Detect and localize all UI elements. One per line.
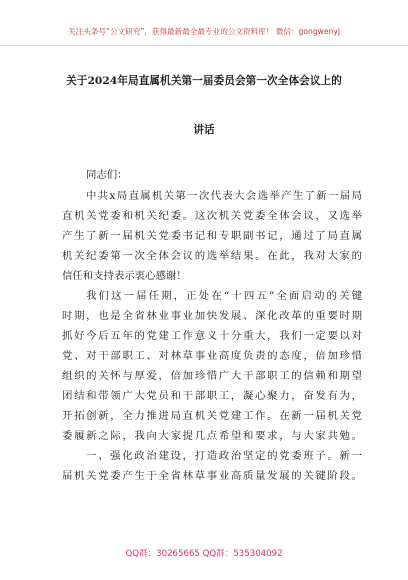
body-line: 团结和带领广大党员和干部职工，凝心聚力，奋发有为， [62, 390, 362, 402]
document-subtitle: 讲话 [193, 124, 215, 136]
body-line: 届机关党委产生于全省林草事业高质量发展的关键阶段。 [62, 470, 362, 482]
footer-qq-groups: QQ群：30265665 QQ群：535304092 [125, 549, 283, 559]
body-line: 我们这一届任期，正处在“十四五”全面启动的关键 [86, 290, 362, 302]
body-line: 委履新之际，我向大家提几点希望和要求，与大家共勉。 [62, 430, 362, 442]
body-line: 组织的关怀与厚爱，倍加珍惜广大干部职工的信赖和期望 [62, 370, 362, 382]
body-line: 时期，也是全省林业事业加快发展、深化改革的重要时期 [62, 310, 362, 322]
body-line: 信任和支持表示衷心感谢！ [62, 270, 187, 282]
page-header [0, 0, 408, 46]
body-line: 抓好今后五年的党建工作意义十分重大，我们一定要以对 [62, 330, 362, 342]
body-line: 机关纪委第一次全体会议的选举结果。在此，我对大家的 [62, 250, 362, 262]
body-line: 中共x局直属机关第一次代表大会选举产生了新一届局 [86, 190, 362, 202]
body-line: 一、强化政治建设，打造政治坚定的党委班子。新一 [86, 450, 362, 462]
salutation-line: 同志们： [86, 169, 128, 181]
body-line: 党、对干部职工、对林草事业高度负责的态度，倍加珍惜 [62, 350, 362, 362]
header-promo-text: 关注头条号“公文研究”，获得最新最全最专业的公文资料库！ 微信：gongwenyj [68, 27, 340, 36]
body-line: 产生了新一届机关党委书记和专职副书记，通过了局直属 [62, 230, 362, 242]
body-line: 直机关党委和机关纪委。这次机关党委全体会议，又选举 [62, 210, 362, 222]
body-line: 开拓创新，全力推进局直机关党建工作。在新一届机关党 [62, 410, 362, 422]
document-title: 关于2024年局直属机关第一届委员会第一次全体会议上的 [66, 75, 342, 87]
